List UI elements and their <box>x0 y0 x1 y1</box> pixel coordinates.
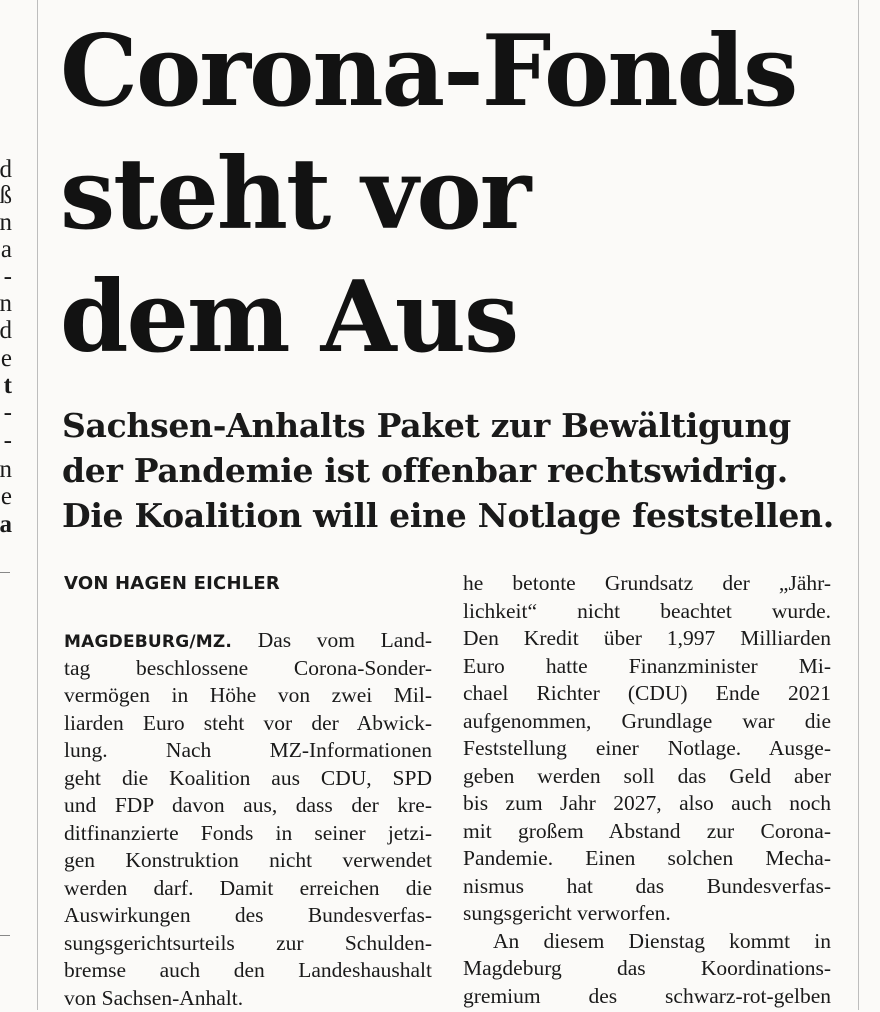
article-line: mit großem Abstand zur Corona- <box>463 818 831 846</box>
headline-line: dem Aus <box>60 256 850 379</box>
article-line: sungsgerichtsurteils zur Schulden- <box>64 930 432 958</box>
headline <box>60 10 850 379</box>
article-line: sungsgericht verworfen. <box>463 900 831 928</box>
article-line-text: Das vom Land- <box>258 628 432 652</box>
fragment-char: t <box>4 373 12 398</box>
article-line: bis zum Jahr 2027, also auch noch <box>463 790 831 818</box>
article-line: tag beschlossene Corona-Sonder- <box>64 655 432 683</box>
article-line: lung. Nach MZ-Informationen <box>64 737 432 765</box>
subheadline-line: der Pandemie ist offenbar rechtswidrig. <box>62 448 842 493</box>
fragment-char: e <box>1 484 12 509</box>
article-line: geben werden soll das Geld aber <box>463 763 831 791</box>
article-line: aufgenommen, Grundlage war die <box>463 708 831 736</box>
column-rule-left <box>37 0 38 1010</box>
article-column-1 <box>64 627 432 1012</box>
left-column-rule-top <box>0 572 10 573</box>
article-line: nismus hat das Bundesverfas- <box>463 873 831 901</box>
article-line: liarden Euro steht vor der Abwick- <box>64 710 432 738</box>
article-line: bremse auch den Landeshaushalt <box>64 957 432 985</box>
article-line: lichkeit“ nicht beachtet wurde. <box>463 598 831 626</box>
article-line: gen Konstruktion nicht verwendet <box>64 847 432 875</box>
fragment-char: n <box>0 210 12 235</box>
fragment-char: n <box>0 457 12 482</box>
article-line: von Sachsen-Anhalt. <box>64 985 432 1012</box>
byline: VON HAGEN EICHLER <box>64 573 280 594</box>
left-column-rule-bottom <box>0 935 10 936</box>
article-line: gremium des schwarz-rot-gelben <box>463 983 831 1011</box>
fragment-char: n <box>0 291 12 316</box>
article-line: Pandemie. Einen solchen Mecha- <box>463 845 831 873</box>
subheadline-line: Die Koalition will eine Notlage feststellen. <box>62 493 842 538</box>
article-line: Den Kredit über 1,997 Milliarden <box>463 625 831 653</box>
previous-article-fragments <box>0 0 14 560</box>
article-line <box>64 627 432 655</box>
fragment-char: d <box>0 318 12 343</box>
dateline: MAGDEBURG/MZ. <box>64 632 232 652</box>
article-line: chael Richter (CDU) Ende 2021 <box>463 680 831 708</box>
article-line: geht die Koalition aus CDU, SPD <box>64 765 432 793</box>
column-rule-right <box>858 0 859 1010</box>
fragment-char: - <box>4 428 12 453</box>
subheadline-line: Sachsen-Anhalts Paket zur Bewältigung <box>62 403 842 448</box>
article-line: he betonte Grundsatz der „Jähr- <box>463 570 831 598</box>
article-line: und FDP davon aus, dass der kre- <box>64 792 432 820</box>
article-line: vermögen in Höhe von zwei Mil- <box>64 682 432 710</box>
article-line: An diesem Dienstag kommt in <box>463 928 831 956</box>
fragment-char: e <box>1 346 12 371</box>
fragment-char: ß <box>0 183 12 208</box>
fragment-char: d <box>0 157 12 182</box>
article-line: Euro hatte Finanzminister Mi- <box>463 653 831 681</box>
headline-line: Corona-Fonds <box>60 10 850 133</box>
headline-line: steht vor <box>60 133 850 256</box>
article-column-2 <box>463 570 831 1010</box>
fragment-char: a <box>0 512 12 537</box>
article-line: Auswirkungen des Bundesverfas- <box>64 902 432 930</box>
fragment-char: - <box>4 264 12 289</box>
subheadline <box>62 403 842 538</box>
article-line: Magdeburg das Koordinations- <box>463 955 831 983</box>
fragment-char: a <box>1 237 12 262</box>
fragment-char: - <box>4 400 12 425</box>
article-line: Feststellung einer Notlage. Ausge- <box>463 735 831 763</box>
article-line: werden darf. Damit erreichen die <box>64 875 432 903</box>
article-line: ditfinanzierte Fonds in seiner jetzi- <box>64 820 432 848</box>
